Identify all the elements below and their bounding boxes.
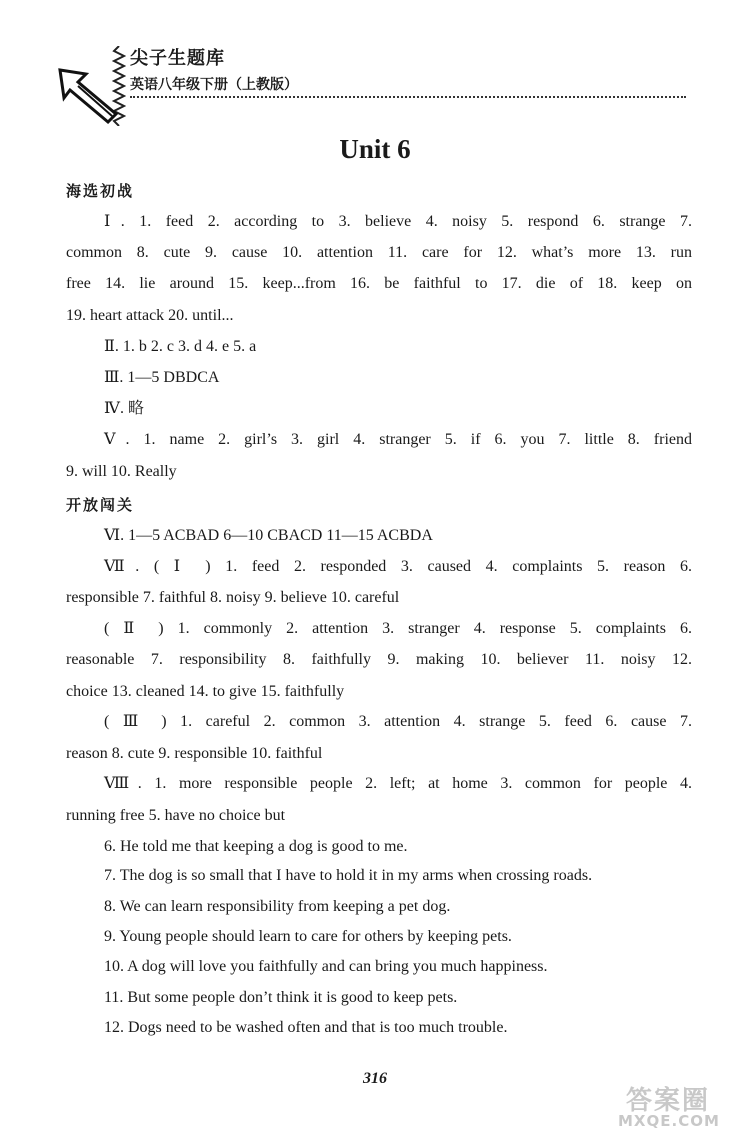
answer-line-13: ( Ⅱ ) 1. commonly 2. attention 3. stranger 4. response 5. complaints 6. [104, 620, 692, 637]
answer-line-22: 8. We can learn responsibility from keeping a pet dog. [104, 898, 451, 915]
watermark-url: MXQE.COM [618, 1112, 720, 1130]
page-header [0, 0, 750, 140]
unit-title: Unit 6 [339, 134, 411, 164]
answer-line-23: 9. Young people should learn to care for others by keeping pets. [104, 928, 512, 945]
answer-line-12: responsible 7. faithful 8. noisy 9. believe 10. careful [66, 589, 400, 606]
answer-line-11: Ⅶ. ( Ⅰ ) 1. feed 2. responded 3. caused 4. complaints 5. reason 6. [104, 558, 692, 575]
book-subtitle: 英语八年级下册（上教版） [130, 77, 298, 93]
answer-line-3: free 14. lie around 15. keep...from 16. be faithful to 17. die of 18. keep on [66, 275, 692, 292]
answer-line-18: Ⅷ. 1. more responsible people 2. left; at home 3. common for people 4. [104, 775, 692, 792]
answer-line-14: reasonable 7. responsibility 8. faithfully 9. making 10. believer 11. noisy 12. [66, 651, 692, 668]
answer-line-15: choice 13. cleaned 14. to give 15. faithfully [66, 683, 345, 700]
answer-line-10: Ⅵ. 1—5 ACBAD 6—10 CBACD 11—15 ACBDA [104, 527, 433, 544]
watermark-text: 答案圈 [626, 1086, 711, 1116]
section-heading-2: 开放闯关 [66, 496, 135, 514]
answer-line-17: reason 8. cute 9. responsible 10. faithful [66, 745, 323, 762]
watermark-logo [616, 1080, 746, 1132]
answer-line-26: 12. Dogs need to be washed often and that is too much trouble. [104, 1019, 508, 1036]
answer-line-25: 11. But some people don’t think it is good to keep pets. [104, 989, 458, 1006]
answer-line-4: 19. heart attack 20. until... [66, 307, 234, 324]
answer-line-7: Ⅳ. 略 [104, 400, 144, 417]
answer-line-6: Ⅲ. 1—5 DBDCA [104, 369, 220, 386]
answer-line-1: Ⅰ. 1. feed 2. according to 3. believe 4. noisy 5. respond 6. strange 7. [104, 213, 692, 230]
answer-line-9: 9. will 10. Really [66, 463, 177, 480]
header-dotted-rule [130, 96, 686, 98]
arrow-logo-icon [56, 66, 120, 126]
answer-line-21: 7. The dog is so small that I have to hold it in my arms when crossing roads. [104, 867, 593, 884]
answer-line-8: Ⅴ. 1. name 2. girl’s 3. girl 4. stranger 5. if 6. you 7. little 8. friend [104, 431, 692, 448]
page-number: 316 [363, 1070, 387, 1087]
answer-line-20: 6. He told me that keeping a dog is good to me. [104, 838, 408, 855]
answer-line-19: running free 5. have no choice but [66, 807, 286, 824]
answer-line-2: common 8. cute 9. cause 10. attention 11. care for 12. what’s more 13. run [66, 244, 692, 261]
section-heading-1: 海选初战 [66, 182, 135, 200]
answer-line-5: Ⅱ. 1. b 2. c 3. d 4. e 5. a [104, 338, 257, 355]
book-title: 尖子生题库 [130, 48, 225, 69]
answer-line-16: ( Ⅲ ) 1. careful 2. common 3. attention 4. strange 5. feed 6. cause 7. [104, 713, 692, 730]
answer-line-24: 10. A dog will love you faithfully and can bring you much happiness. [104, 958, 548, 975]
